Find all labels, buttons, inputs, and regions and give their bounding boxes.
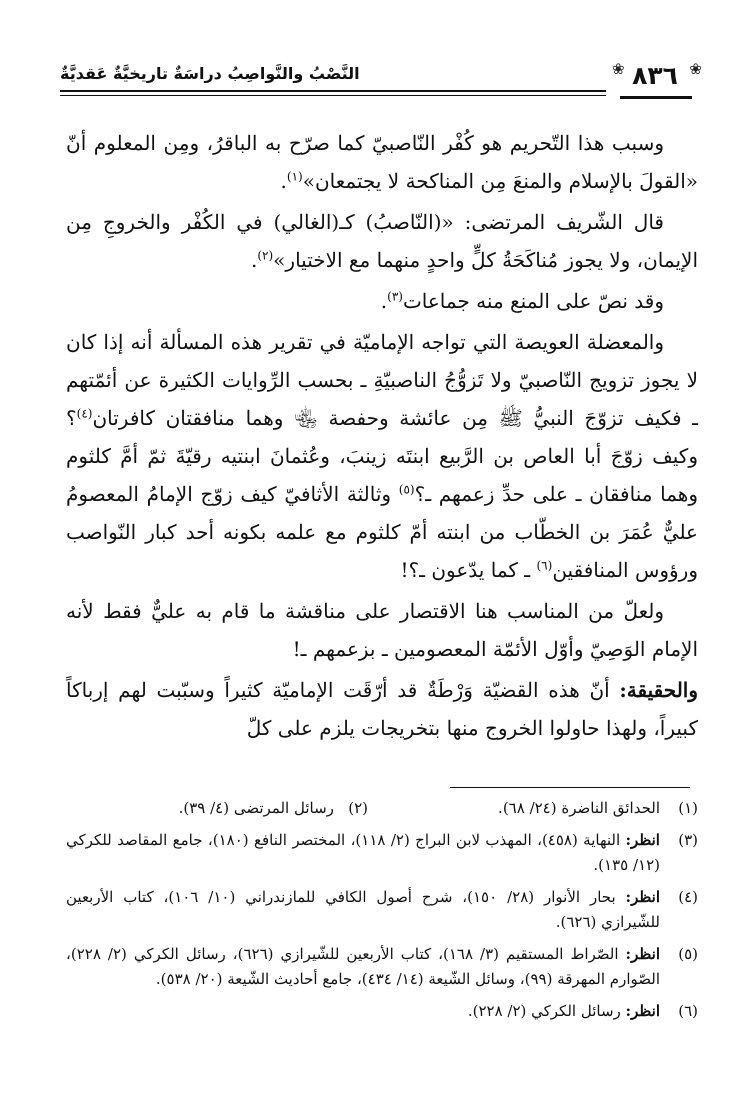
footnote-text: الصّراط المستقيم (٣/ ١٦٨)، كتاب الأربعين للشّيرازي (٦٢٦)، رسائل الكركي (٢/ ٢٢٨)، الصّوارم المهرقة (٩٩)، وسائل الشّيعة (١٤/ ٤٣٤)، جامع أحاديث الشّيعة (٢٠/ ٥٣٨).: [66, 945, 660, 988]
ornament-icon: ❀: [612, 60, 625, 78]
footnote-text: الحدائق الناضرة (٢٤/ ٦٨).: [498, 799, 660, 817]
paragraph: والحقيقة: أنّ هذه القضيّة وَرْطَةٌ قد أرّقَت الإماميّة كثيراً وسبّبت لهم إرباكاً كبيراً، ولهذا حاولوا الخروج منها بتخريجات يلزم على كلّ: [66, 678, 698, 740]
paragraph-lead: والحقيقة:: [619, 678, 698, 702]
footnote-ref[interactable]: (٣): [387, 289, 403, 304]
footnote-text: النهاية (٤٥٨)، المهذب لابن البراج (٢/ ١١٨)، المختصر النافع (١٨٠)، جامع المقاصد للكركي (١٢/ ١٣٥).: [66, 831, 660, 874]
footnote-row: (٥) انظر: الصّراط المستقيم (٣/ ١٦٨)، كتاب الأربعين للشّيرازي (٦٢٦)، رسائل الكركي (٢/ ٢٢٨)، الصّوارم المهرقة (٩٩)، وسائل الشّيعة (١٤/ ٤٣٤)، جامع أحاديث الشّيعة (٢٠/ ٥٣٨).: [66, 942, 698, 992]
footnote-number: (٣): [678, 831, 698, 849]
footnote-number: (٤): [678, 888, 698, 906]
paragraph: ولعلّ من المناسب هنا الاقتصار على مناقشة ما قام به عليٌّ فقط لأنه الإمام الوَصِيّ وأوّل الأئمّة المعصومين ـ بزعمهم ـ!: [66, 599, 698, 661]
footnote-ref[interactable]: (١): [286, 169, 303, 184]
paragraph: والمعضلة العويصة التي تواجه الإماميّة في تقرير هذه المسألة أنه إذا كان لا يجوز تزويج النّاصبيّ ولا تَزوُّجُ الناصبيّةِ ـ بحسب الرِّوايات الكثيرة عن أئمّتهم ـ فكيف تزوّجَ النبيُّ ﷺ مِن عائشة وحفصة ﵄ وهما منافقتان كافرتان$^{(٤)}$؟ وكيف زوّجَ أبا العاص بن الرَّبيع ابنتَه زينبَ، وعُثمانَ ابنتيه رقيّةَ ثمّ أمَّ كلثوم وهما منافقان ـ على حدِّ زعمهم ـ؟$^{(٥)}$ وثالثة الأثافيّ كيف زوّج الإمامُ المعصومُ عليٌّ عُمَرَ بن الخطّاب من ابنته أمّ كلثوم مع علمه بكونه أحد كبار النّواصب ورؤوس المنافقين$^{(٦)}$ ـ كما يدّعون ـ؟!: [66, 330, 698, 582]
ornament-icon: ❀: [689, 60, 702, 78]
footnote-number: (٢): [348, 799, 368, 817]
header-rule: [60, 90, 606, 92]
paragraph: قال الشّريف المرتضى: «(النّاصبُ) كـ(الغالي) في الكُفْر والخروجِ مِن الإيمان، ولا يجوز مُناكَحَةُ كلٍّ واحدٍ منهما مع الاختيار»$^{(٢)}$.: [66, 210, 698, 272]
footnote-row: (٤) انظر: بحار الأنوار (٢٨/ ١٥٠)، شرح أصول الكافي للمازندراني (١٠/ ١٠٦)، كتاب الأربعين للشّيرازي (٦٢٦).: [66, 885, 698, 935]
footnote-ref[interactable]: (٦): [536, 558, 553, 573]
footnote-ref[interactable]: (٢): [257, 248, 274, 263]
paragraph: وقد نصّ على المنع منه جماعات$^{(٣)}$.: [380, 289, 664, 313]
footnote-ref[interactable]: (٤): [76, 406, 93, 421]
footnote-text: رسائل الكركي (٢/ ٢٢٨).: [467, 1002, 626, 1020]
footnote-number: (٦): [678, 1002, 698, 1020]
footnote-ref[interactable]: (٥): [398, 482, 415, 497]
footnote-text: بحار الأنوار (٢٨/ ١٥٠)، شرح أصول الكافي للمازندراني (١٠/ ١٠٦)، كتاب الأربعين للشّيرازي (٦٢٦).: [66, 888, 660, 931]
paragraph: وسبب هذا التّحريم هو كُفْر النّاصبيّ كما صرّح به الباقرُ، ومِن المعلوم أنّ «القولَ بالإسلام والمنعَ مِن المناكحة لا يجتمعان»$^{(١)}$.: [66, 131, 698, 193]
footnote-row: (٦) انظر: رسائل الكركي (٢/ ٢٢٨).: [66, 999, 698, 1024]
book-title: النَّصْبُ والنَّواصِبُ دراسَةٌ تاريخيَّةٌ عَقديَّةٌ: [60, 64, 360, 83]
footnotes: [66, 796, 698, 1031]
main-text: [66, 124, 698, 750]
footnote-row: (٣) انظر: النهاية (٤٥٨)، المهذب لابن البراج (٢/ ١١٨)، المختصر النافع (١٨٠)، جامع المقاصد للكركي (١٢/ ١٣٥).: [66, 828, 698, 878]
header-rule: [60, 95, 606, 96]
footnote-number: (١): [678, 799, 698, 817]
page-number-underline: [620, 96, 692, 99]
footnote-number: (٥): [678, 945, 698, 963]
footnote-text: رسائل المرتضى (٤/ ٣٩).: [178, 799, 334, 817]
footnote-row: [66, 796, 698, 821]
page-number: ٨٣٦: [632, 60, 678, 90]
page-header: [60, 52, 702, 114]
page-number-frame: [612, 52, 702, 98]
footnote-separator: [450, 787, 690, 788]
